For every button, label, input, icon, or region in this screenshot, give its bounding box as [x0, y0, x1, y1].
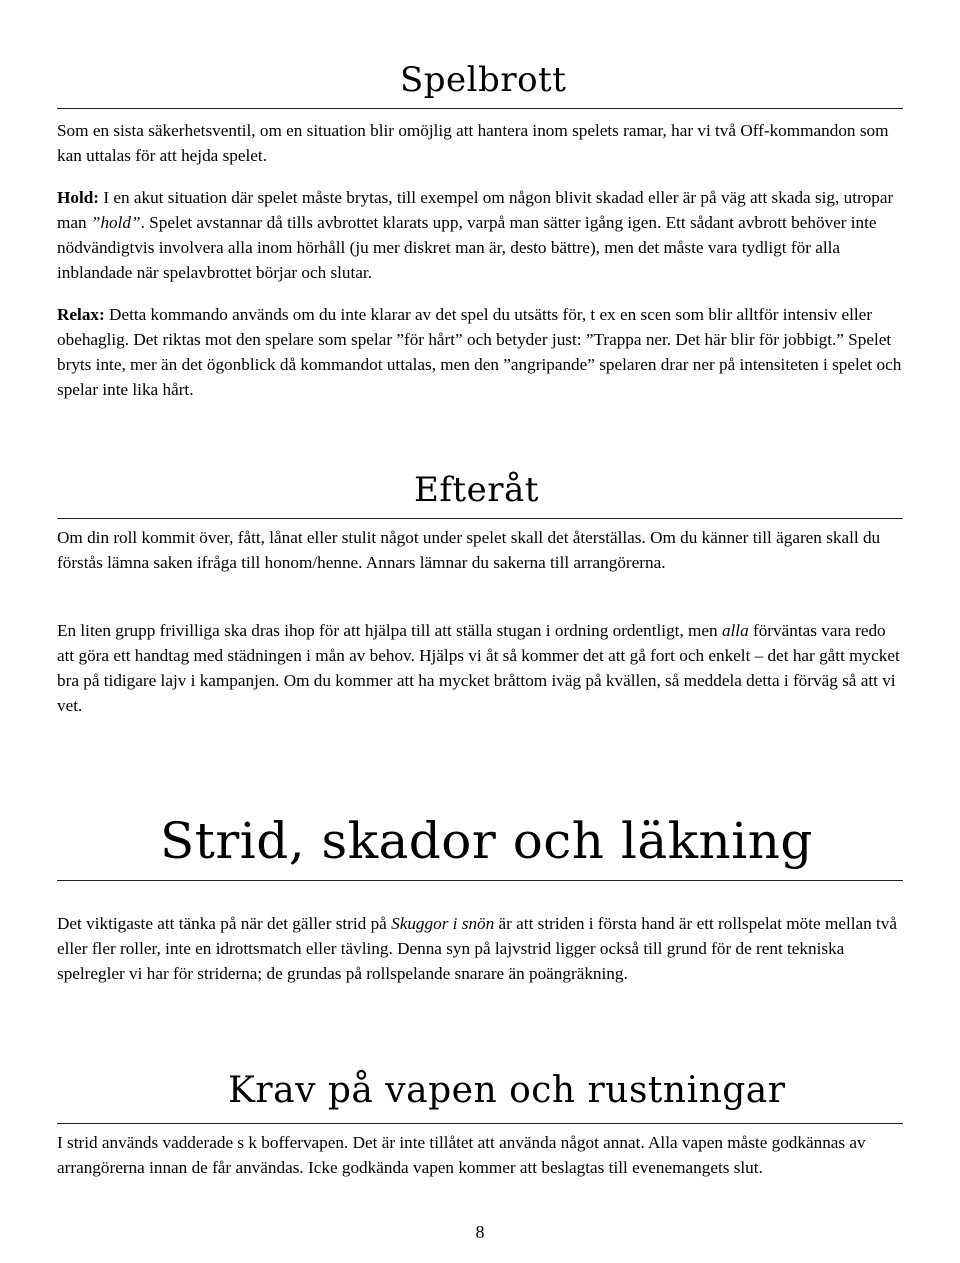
page-number: 8	[475, 1222, 485, 1242]
efterat-text-a: En liten grupp frivilliga ska dras ihop för att hjälpa till att ställa stugan i ordning ordentligt, men	[57, 621, 722, 640]
paragraph-efterat-2	[57, 618, 903, 718]
section-divider	[57, 108, 903, 109]
paragraph-efterat-1: Om din roll kommit över, fått, lånat eller stulit något under spelet skall det återställas. Om du känner till ägaren skall du förstås lämna saken ifråga till honom/henne. Annars lämnar du sakerna till arrangörerna.	[57, 528, 881, 572]
strid-text-b: är att striden i första hand är ett rollspelat möte mellan två eller fler roller, inte en idrottsmatch eller tävling. Denna syn på lajvstrid ligger också till grund för de rent tekniska spelregler vi har för striderna; de grundas på rollspelande snarare än poängräkning.	[57, 914, 898, 983]
strid-text-a: Det viktigaste att tänka på när det gäller strid på	[57, 914, 392, 933]
hold-term: Hold:	[57, 188, 100, 207]
hold-text-a: I en akut situation där spelet måste brytas, till exempel om någon blivit skadad eller är på väg att skada sig, utropar man	[57, 188, 894, 232]
paragraph-intro: Som en sista säkerhetsventil, om en situation blir omöjlig att hantera inom spelets ramar, har vi två Off-kommandon som kan uttalas för att hejda spelet.	[57, 121, 889, 165]
section-heading-strid: Strid, skador och läkning	[160, 812, 813, 870]
section-divider	[57, 880, 903, 881]
section-divider	[57, 1123, 903, 1124]
efterat-text-b: förväntas vara redo att göra ett handtag med städningen i mån av behov. Hjälps vi åt så kommer det att gå fort och enkelt – det har gått mycket bra på tidigare lajv i kampanjen. Om du kommer att ha mycket bråttom iväg på kvällen, så meddela detta i förväg så att vi vet.	[57, 621, 900, 715]
section-heading-efterat: Efteråt	[414, 470, 539, 510]
paragraph-hold	[57, 185, 903, 285]
section-heading-spelbrott: Spelbrott	[400, 60, 567, 100]
efterat-emphasis: alla	[721, 621, 749, 640]
paragraph-relax	[57, 302, 903, 402]
paragraph-strid	[57, 911, 903, 986]
hold-text-b: . Spelet avstannar då tills avbrottet klarats upp, varpå man sätter igång igen. Ett sådant avbrott behöver inte nödvändigtvis involvera alla inom hörhåll (ju mer diskret man är, desto bättre), men det måste vara tydligt för alla inblandade när spelavbrottet börjar och slutar.	[57, 213, 877, 282]
relax-text: Detta kommando används om du inte klarar av det spel du utsätts för, t ex en scen som blir alltför intensiv eller obehaglig. Det riktas mot den spelare som spelar ”för hårt” och betyder just: ”Trappa ner. Det här blir för jobbigt.” Spelet bryts inte, mer än det ögonblick då kommandot uttalas, men den ”angripande” spelaren drar ner på intensiteten i spelet och spelar inte lika hårt.	[57, 305, 902, 399]
section-heading-krav: Krav på vapen och rustningar	[228, 1070, 786, 1111]
paragraph-krav: I strid används vadderade s k boffervapen. Det är inte tillåtet att använda något annat. Alla vapen måste godkännas av arrangörerna innan de får användas. Icke godkända vapen kommer att beslagtas till evenemangets slut.	[57, 1133, 866, 1177]
relax-term: Relax:	[57, 305, 105, 324]
hold-quote: ”hold”	[90, 213, 141, 232]
section-divider	[57, 518, 903, 519]
strid-title-emphasis: Skuggor i snön	[391, 914, 495, 933]
